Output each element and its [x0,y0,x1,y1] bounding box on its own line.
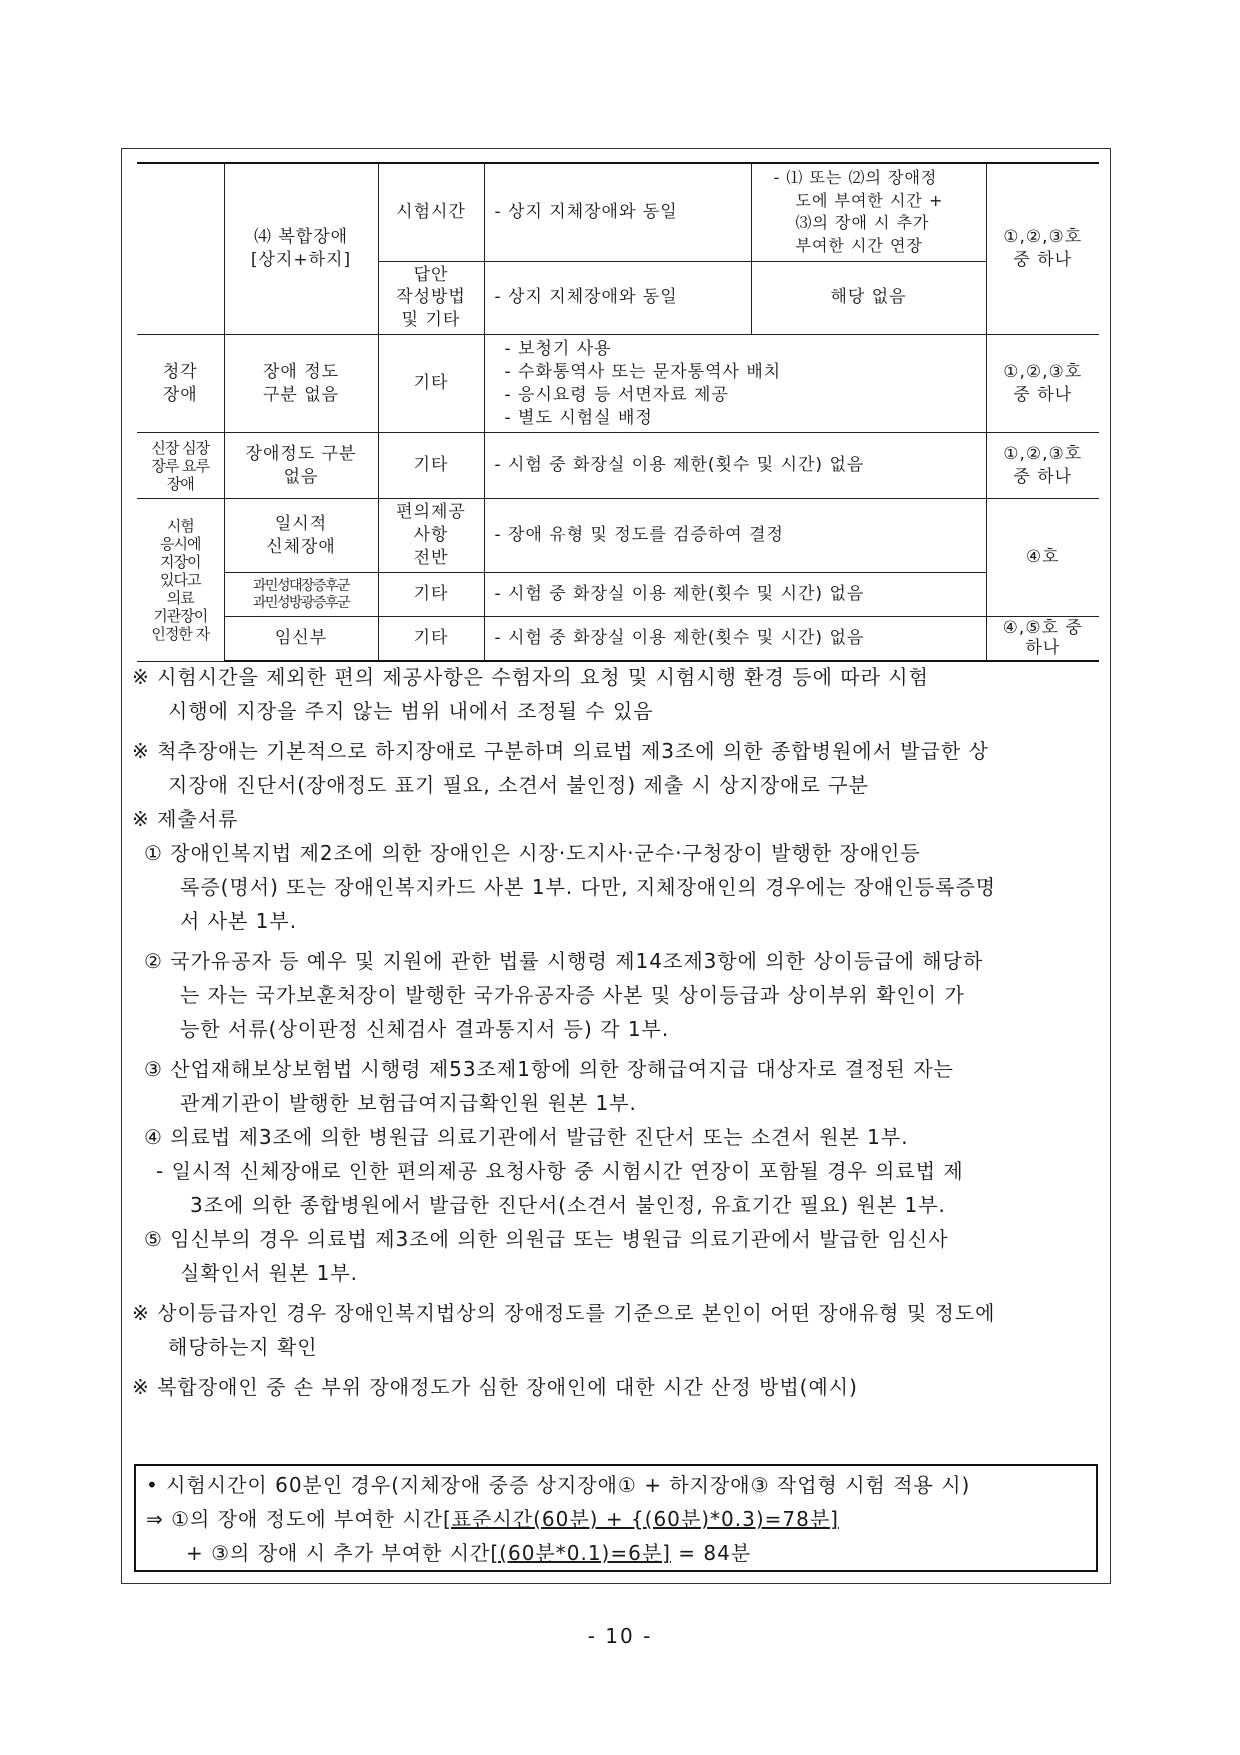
disability-type-cell: ⑷ 복합장애 [상지+하지] [224,163,378,335]
extra-time-cell: - ⑴ 또는 ⑵의 장애정 도에 부여한 시간 + ⑶의 장애 시 추가 부여한 시간 연장 [751,163,986,261]
category-cell: 시험시간 [378,163,484,261]
table-row [137,335,1099,433]
document-subitem: - 일시적 신체장애로 인한 편의제공 요청사항 중 시험시간 연장이 포함될 경우 의료법 제 [156,1159,964,1183]
example-line: + ③의 장애 시 추가 부여한 시간[(60분*0.1)=6분] = 84분 [186,1541,752,1565]
category-cell: 편의제공 사항 전반 [378,499,484,573]
category-cell: 기타 [378,335,484,433]
documents-cell: ①,②,③호 중 하나 [986,335,1099,433]
note-text: ※ 시험시간을 제외한 편의 제공사항은 수험자의 요청 및 시험시행 환경 등에 따라 시험 [132,665,929,689]
page-number: - 10 - [587,1624,653,1648]
disability-type-cell: 임신부 [224,617,378,662]
document-item: 록증(명서) 또는 장애인복지카드 사본 1부. 다만, 지체장애인의 경우에는 장애인등록증명 [180,875,997,899]
submission-docs-heading: ※ 제출서류 [132,807,239,831]
table-row [137,617,1099,662]
accommodation-table [137,162,1099,662]
table-row [137,163,1099,261]
description-cell: - 장애 유형 및 정도를 검증하여 결정 [484,499,986,573]
document-item: ⑤ 임신부의 경우 의료법 제3조에 의한 의원급 또는 병원급 의료기관에서 발급한 임신사 [144,1227,949,1251]
description-cell: - 상지 지체장애와 동일 [484,163,751,261]
document-item: 실확인서 원본 1부. [180,1261,359,1285]
table-row [137,433,1099,499]
notes-section [132,660,1102,1404]
description-cell: - 시험 중 화장실 이용 제한(횟수 및 시간) 없음 [484,433,986,499]
document-item: ② 국가유공자 등 예우 및 지원에 관한 법률 시행령 제14조제3항에 의한 상이등급에 해당하 [144,949,984,973]
disability-type-cell: 장애정도 구분 없음 [224,433,378,499]
note-text: ※ 복합장애인 중 손 부위 장애정도가 심한 장애인에 대한 시간 산정 방법(예시) [132,1375,858,1399]
example-line: • 시험시간이 60분인 경우(지체장애 중증 상지장애① + 하지장애③ 작업형 시험 적용 시) [146,1473,971,1497]
note-text: ※ 척추장애는 기본적으로 하지장애로 구분하며 의료법 제3조에 의한 종합병원에서 발급한 상 [132,739,989,763]
disability-group-cell [137,163,224,335]
documents-cell: ①,②,③호 중 하나 [986,433,1099,499]
disability-type-cell: 과민성대장증후군 과민성방광증후군 [224,573,378,617]
note-text: 지장애 진단서(장애정도 표기 필요, 소견서 불인정) 제출 시 상지장애로 구분 [168,773,869,797]
category-cell: 기타 [378,573,484,617]
note-text: 시행에 지장을 주지 않는 범위 내에서 조정될 수 있음 [168,699,654,723]
description-cell: - 보청기 사용 - 수화통역사 또는 문자통역사 배치 - 응시요령 등 서면자료 제공 - 별도 시험실 배정 [484,335,986,433]
document-item: 능한 서류(상이판정 신체검사 결과통지서 등) 각 1부. [180,1017,670,1041]
extra-time-cell: 해당 없음 [751,261,986,335]
description-cell: - 시험 중 화장실 이용 제한(횟수 및 시간) 없음 [484,573,986,617]
category-cell: 답안 작성방법 및 기타 [378,261,484,335]
table-row [137,573,1099,617]
example-line: ⇒ ①의 장애 정도에 부여한 시간[표준시간(60분) + {(60분)*0.3)=78분] [146,1507,839,1531]
document-item: 는 자는 국가보훈처장이 발행한 국가유공자증 사본 및 상이등급과 상이부위 확인이 가 [180,983,965,1007]
table-row [137,499,1099,573]
note-text: ※ 상이등급자인 경우 장애인복지법상의 장애정도를 기준으로 본인이 어떤 장애유형 및 정도에 [132,1301,996,1325]
description-cell: - 시험 중 화장실 이용 제한(횟수 및 시간) 없음 [484,617,986,662]
category-cell: 기타 [378,617,484,662]
description-cell: - 상지 지체장애와 동일 [484,261,751,335]
category-cell: 기타 [378,433,484,499]
disability-group-cell: 신장 심장 장루 요루 장애 [137,433,224,499]
document-item: ③ 산업재해보상보험법 시행령 제53조제1항에 의한 장해급여지급 대상자로 결정된 자는 [144,1057,954,1081]
document-item: 관계기관이 발행한 보험급여지급확인원 원본 1부. [180,1091,637,1115]
document-item: 서 사본 1부. [180,909,298,933]
document-item: ① 장애인복지법 제2조에 의한 장애인은 시장·도지사·군수·구청장이 발행한 장애인등 [144,841,921,865]
calculation-example-box [134,1464,1098,1572]
document-subitem: 3조에 의한 종합병원에서 발급한 진단서(소견서 불인정, 유효기간 필요) 원본 1부. [190,1193,946,1217]
documents-cell: ④호 [986,499,1099,617]
documents-cell: ①,②,③호 중 하나 [986,163,1099,335]
disability-type-cell: 장애 정도 구분 없음 [224,335,378,433]
document-item: ④ 의료법 제3조에 의한 병원급 의료기관에서 발급한 진단서 또는 소견서 원본 1부. [144,1125,909,1149]
disability-group-cell: 청각 장애 [137,335,224,433]
disability-group-cell: 시험 응시에 지장이 있다고 의료 기관장이 인정한 자 [137,499,224,661]
documents-cell: ④,⑤호 중 하나 [986,617,1099,662]
disability-type-cell: 일시적 신체장애 [224,499,378,573]
note-text: 해당하는지 확인 [168,1335,318,1359]
